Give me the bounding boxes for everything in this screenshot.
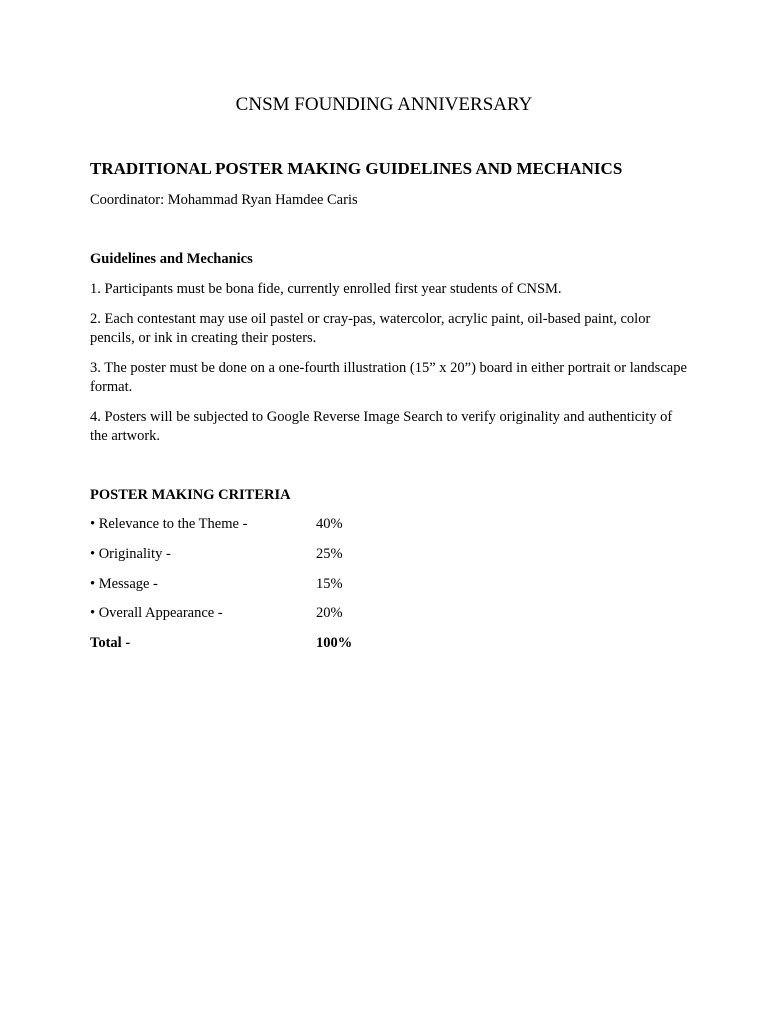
document-title: CNSM FOUNDING ANNIVERSARY (235, 94, 533, 115)
criteria-label: • Overall Appearance - (90, 605, 223, 622)
criteria-label: • Relevance to the Theme - (90, 516, 248, 532)
guideline-item: 3. The poster must be done on a one-fourth illustration (15” x 20”) board in either portrait or landscape format. (90, 359, 687, 395)
criteria-label: • Message - (90, 575, 158, 592)
guideline-item: 2. Each contestant may use oil pastel or cray-pas, watercolor, acrylic paint, oil-based paint, color pencils, or ink in creating their posters. (90, 310, 651, 346)
coordinator-line: Coordinator: Mohammad Ryan Hamdee Caris (90, 192, 358, 208)
guidelines-list (90, 280, 690, 457)
criteria-row (90, 514, 490, 544)
criteria-value: 20% (316, 605, 343, 622)
criteria-table (90, 514, 490, 663)
criteria-total-value: 100% (316, 635, 353, 652)
criteria-value: 25% (316, 545, 343, 562)
criteria-total-label: Total - (90, 635, 131, 652)
criteria-row (90, 603, 490, 633)
criteria-heading: POSTER MAKING CRITERIA (90, 487, 291, 503)
criteria-total-row (90, 633, 490, 663)
criteria-value: 40% (316, 516, 343, 532)
guideline-item: 4. Posters will be subjected to Google Reverse Image Search to verify originality and authenticity of the artwork. (90, 408, 673, 444)
guidelines-heading: Guidelines and Mechanics (90, 251, 253, 267)
criteria-label: • Originality - (90, 545, 171, 562)
criteria-value: 15% (316, 575, 343, 592)
section-heading: TRADITIONAL POSTER MAKING GUIDELINES AND MECHANICS (90, 159, 623, 178)
guideline-item: 1. Participants must be bona fide, currently enrolled first year students of CNSM. (90, 281, 562, 297)
criteria-row (90, 574, 490, 604)
criteria-row (90, 544, 490, 574)
